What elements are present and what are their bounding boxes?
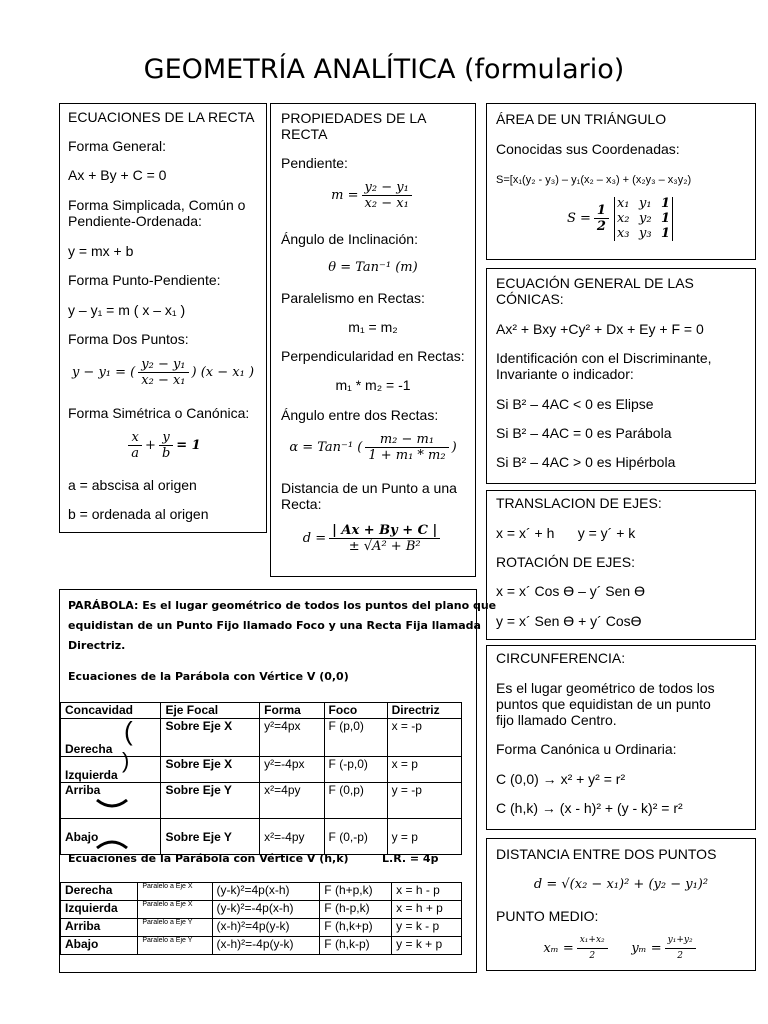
conicas-eq: Ax² + Bxy +Cy² + Dx + Ey + F = 0 bbox=[496, 321, 704, 337]
d-num: | Ax + By + C | bbox=[329, 523, 440, 539]
perpendicular-label: Perpendicularidad en Rectas: bbox=[281, 348, 465, 364]
circ-def-1: Es el lugar geométrico de todos los bbox=[496, 680, 715, 696]
matrix-cell: y₂ bbox=[638, 211, 652, 226]
table-cell: Arriba bbox=[61, 919, 138, 937]
conicas-heading-2: CÓNICAS: bbox=[496, 291, 564, 307]
sim-plus: + bbox=[145, 438, 156, 453]
table-cell: (y-k)²=-4p(x-h) bbox=[212, 901, 320, 919]
curve-left-icon: ) bbox=[122, 748, 130, 773]
dos-puntos-rhs: ) (x − x₁ ) bbox=[191, 365, 255, 380]
pendiente-eq bbox=[271, 180, 475, 211]
propiedades-heading-2: RECTA bbox=[281, 126, 328, 142]
translacion-eq: x = x´ + h y = y´ + k bbox=[496, 525, 636, 541]
area-formula: S=[x₁(y₂ - y₃) – y₁(x₂ – x₃) + (x₂y₃ – x₃y₂) bbox=[496, 174, 692, 186]
circ-eq-2: C (h,k) → (x - h)² + (y - k)² = r² bbox=[496, 800, 683, 816]
table-cell: y = k + p bbox=[392, 937, 462, 955]
xm-num: x₁+x₂ bbox=[577, 933, 608, 949]
circ-def-3: fijo llamado Centro. bbox=[496, 712, 617, 728]
m-den: x₂ − x₁ bbox=[364, 196, 409, 211]
conicas-heading-1: ECUACIÓN GENERAL DE LAS bbox=[496, 275, 694, 291]
table-cell: Arriba bbox=[61, 783, 161, 819]
table-header: Eje Focal bbox=[161, 703, 260, 719]
matrix-bar-left bbox=[614, 197, 615, 241]
ident-1: Identificación con el Discriminante, bbox=[496, 350, 712, 366]
area-s-eq bbox=[487, 196, 755, 241]
distancia-eq: d = √(x₂ − x₁)² + (y₂ − y₁)² bbox=[533, 877, 709, 892]
table-cell: y = k - p bbox=[392, 919, 462, 937]
ym-den: 2 bbox=[677, 951, 683, 961]
rotacion-x: x = x´ Cos ϴ – y´ Sen ϴ bbox=[496, 583, 645, 599]
dos-puntos-eq bbox=[60, 357, 266, 388]
table-header: Directriz bbox=[387, 703, 461, 719]
table-cell: Izquierda bbox=[61, 901, 138, 919]
d-lhs: d = bbox=[302, 531, 327, 546]
table-row bbox=[61, 719, 462, 757]
m-frac bbox=[362, 180, 412, 211]
table-header: Foco bbox=[324, 703, 387, 719]
m-num: y₂ − y₁ bbox=[362, 180, 412, 196]
pendiente-label: Pendiente: bbox=[281, 155, 348, 171]
elipse-text: Si B² – 4AC < 0 es Elipse bbox=[496, 396, 654, 412]
table-cell: Paralelo a Eje X bbox=[138, 883, 212, 901]
s-num: 1 bbox=[594, 203, 609, 219]
d-frac bbox=[329, 523, 440, 554]
parabola-def-1 bbox=[68, 599, 497, 612]
rotacion-y: y = x´ Sen ϴ + y´ Cosϴ bbox=[496, 613, 642, 629]
matrix-cell: 1 bbox=[660, 211, 671, 226]
table-cell: x²=-4py bbox=[260, 819, 324, 855]
parabola-table-hk bbox=[60, 882, 462, 955]
area-matrix bbox=[617, 196, 670, 241]
general-label: Forma General: bbox=[68, 138, 167, 154]
conicas-box bbox=[486, 268, 756, 484]
matrix-cell: x₃ bbox=[616, 226, 630, 241]
ym-frac bbox=[665, 933, 696, 964]
matrix-cell: x₂ bbox=[616, 211, 630, 226]
vertice-hk-heading: Ecuaciones de la Parábola con Vértice V (h,k) bbox=[68, 852, 349, 865]
sim-den-1: a bbox=[131, 446, 140, 461]
xm-den: 2 bbox=[589, 951, 596, 961]
simplificada-eq: y = mx + b bbox=[68, 243, 134, 259]
table-cell: x = h - p bbox=[392, 883, 462, 901]
rotacion-heading: ROTACIÓN DE EJES: bbox=[496, 554, 635, 570]
punto-pendiente-eq: y – y₁ = m ( x – x₁ ) bbox=[68, 302, 186, 318]
sim-rhs: = 1 bbox=[176, 438, 201, 453]
punto-pendiente-label: Forma Punto-Pendiente: bbox=[68, 272, 221, 288]
curve-up-icon bbox=[95, 798, 129, 812]
parabola-def-2: equidistan de un Punto Fijo llamado Foco y una Recta Fija llamada bbox=[68, 619, 481, 632]
table-cell: Izquierda bbox=[61, 757, 161, 783]
table-row bbox=[61, 937, 462, 955]
punto-medio-eq bbox=[487, 933, 755, 964]
matrix-cell: 1 bbox=[660, 196, 671, 211]
table-header-row bbox=[61, 703, 462, 719]
xm-lhs: xₘ = bbox=[543, 941, 574, 956]
table-cell: F (0,-p) bbox=[324, 819, 387, 855]
propiedades-box bbox=[270, 103, 476, 577]
distancia-eq bbox=[271, 523, 475, 554]
simplificada-label-2: Pendiente-Ordenada: bbox=[68, 213, 202, 229]
dos-puntos-num: y₂ − y₁ bbox=[138, 357, 188, 373]
table-cell: x = p bbox=[387, 757, 461, 783]
table-row bbox=[61, 919, 462, 937]
table-cell: (y-k)²=4p(x-h) bbox=[212, 883, 320, 901]
alpha-num: m₂ − m₁ bbox=[365, 432, 448, 448]
curve-right-icon: ( bbox=[124, 716, 133, 746]
table-cell: y²=4px bbox=[260, 719, 324, 757]
table-cell: Abajo bbox=[61, 819, 161, 855]
circunferencia-heading: CIRCUNFERENCIA: bbox=[496, 650, 626, 666]
parabola-def-3: Directriz. bbox=[68, 639, 126, 652]
table-cell: F (h,k+p) bbox=[320, 919, 392, 937]
table-cell: Sobre Eje Y bbox=[161, 819, 260, 855]
sim-frac-2 bbox=[159, 430, 173, 461]
alpha-rhs: ) bbox=[451, 440, 457, 455]
hiperbola-text: Si B² – 4AC > 0 es Hipérbola bbox=[496, 454, 676, 470]
ym-lhs: yₘ = bbox=[631, 941, 662, 956]
dos-puntos-den: x₂ − x₁ bbox=[141, 373, 186, 388]
ordenada-text: b = ordenada al origen bbox=[68, 506, 209, 522]
matrix-cell: y₁ bbox=[638, 196, 652, 211]
table-cell: y²=-4px bbox=[260, 757, 324, 783]
table-cell: Sobre Eje Y bbox=[161, 783, 260, 819]
table-header: Forma bbox=[260, 703, 324, 719]
matrix-row bbox=[617, 211, 670, 226]
table-row bbox=[61, 901, 462, 919]
general-eq: Ax + By + C = 0 bbox=[68, 167, 167, 183]
matrix-row bbox=[617, 196, 670, 211]
table-cell: (x-h)²=-4p(y-k) bbox=[212, 937, 320, 955]
table-cell: Sobre Eje X bbox=[161, 719, 260, 757]
parabola-def-1-text: PARÁBOLA: Es el lugar geométrico de todos los puntos del plano que bbox=[68, 599, 497, 612]
inclinacion-eq: θ = Tan⁻¹ (m) bbox=[328, 260, 418, 275]
table-cell: x²=4py bbox=[260, 783, 324, 819]
table-cell: Abajo bbox=[61, 937, 138, 955]
alpha-lhs: α = Tan⁻¹ ( bbox=[289, 440, 363, 455]
table-cell: x = h + p bbox=[392, 901, 462, 919]
translacion-heading: TRANSLACION DE EJES: bbox=[496, 495, 662, 511]
table-cell: F (h+p,k) bbox=[320, 883, 392, 901]
s-den: 2 bbox=[596, 219, 606, 234]
table-cell: F (0,p) bbox=[324, 783, 387, 819]
table-cell: F (h,k-p) bbox=[320, 937, 392, 955]
curve-down-icon bbox=[95, 836, 129, 850]
matrix-cell: y₃ bbox=[638, 226, 652, 241]
ident-2: Invariante o indicador: bbox=[496, 366, 634, 382]
dos-puntos-lhs: y − y₁ = ( bbox=[71, 365, 136, 380]
matrix-cell: 1 bbox=[660, 226, 671, 241]
table-cell: y = p bbox=[387, 819, 461, 855]
s-frac bbox=[594, 203, 609, 234]
parabola-table-00 bbox=[60, 702, 462, 855]
simetrica-eq bbox=[60, 430, 266, 461]
table-cell: Sobre Eje X bbox=[161, 757, 260, 783]
vertice-00-heading: Ecuaciones de la Parábola con Vértice V (0,0) bbox=[68, 670, 349, 683]
table-cell: F (h-p,k) bbox=[320, 901, 392, 919]
parabola-text: Si B² – 4AC = 0 es Parábola bbox=[496, 425, 672, 441]
table-row bbox=[61, 757, 462, 783]
area-heading: ÁREA DE UN TRIÁNGULO bbox=[496, 111, 667, 127]
alpha-frac bbox=[365, 432, 448, 463]
area-conocidas: Conocidas sus Coordenadas: bbox=[496, 141, 680, 157]
sim-num-2: y bbox=[159, 430, 173, 446]
propiedades-heading-1: PROPIEDADES DE LA bbox=[281, 110, 427, 126]
angulo-label: Ángulo entre dos Rectas: bbox=[281, 407, 439, 423]
distancia-label-2: Recta: bbox=[281, 496, 322, 512]
matrix-row bbox=[617, 226, 670, 241]
table-header: Concavidad bbox=[61, 703, 161, 719]
distancia-heading: DISTANCIA ENTRE DOS PUNTOS bbox=[496, 846, 717, 862]
table-row bbox=[61, 883, 462, 901]
simetrica-label: Forma Simétrica o Canónica: bbox=[68, 405, 250, 421]
ejes-box bbox=[486, 490, 756, 640]
table-cell: y = -p bbox=[387, 783, 461, 819]
table-cell: F (-p,0) bbox=[324, 757, 387, 783]
s-lhs: S = bbox=[566, 211, 591, 226]
table-cell: Derecha bbox=[61, 883, 138, 901]
paralelismo-eq: m₁ = m₂ bbox=[348, 319, 398, 335]
punto-medio-heading: PUNTO MEDIO: bbox=[496, 908, 599, 924]
perpendicular-eq: m₁ * m₂ = -1 bbox=[335, 377, 411, 393]
sim-num-1: x bbox=[128, 430, 142, 446]
recta-heading: ECUACIONES DE LA RECTA bbox=[68, 109, 255, 125]
circ-def-2: puntos que equidistan de un punto bbox=[496, 696, 711, 712]
simplificada-label-1: Forma Simplicada, Común o bbox=[68, 197, 246, 213]
inclinacion-label: Ángulo de Inclinación: bbox=[281, 231, 418, 247]
page-title: GEOMETRÍA ANALÍTICA (formulario) bbox=[143, 54, 625, 85]
sim-frac-1 bbox=[128, 430, 142, 461]
d-den: ± √A² + B² bbox=[348, 539, 421, 554]
table-cell: Derecha bbox=[61, 719, 161, 757]
distancia-label-1: Distancia de un Punto a una bbox=[281, 480, 457, 496]
lr-label: L.R. = 4p bbox=[382, 852, 439, 865]
table-cell: Paralelo a Eje Y bbox=[138, 919, 212, 937]
circ-eq-1: C (0,0) → x² + y² = r² bbox=[496, 771, 626, 787]
table-cell: x = -p bbox=[387, 719, 461, 757]
distancia-box bbox=[486, 838, 756, 971]
table-cell: F (p,0) bbox=[324, 719, 387, 757]
circunferencia-box bbox=[486, 645, 756, 830]
alpha-den: 1 + m₁ * m₂ bbox=[368, 448, 446, 463]
area-box bbox=[486, 103, 756, 260]
sim-den-2: b bbox=[161, 446, 171, 461]
matrix-cell: x₁ bbox=[616, 196, 630, 211]
matrix-bar-right bbox=[672, 197, 673, 241]
abscisa-text: a = abscisa al origen bbox=[68, 477, 197, 493]
table-cell: Paralelo a Eje Y bbox=[138, 937, 212, 955]
table-cell: (x-h)²=4p(y-k) bbox=[212, 919, 320, 937]
xm-frac bbox=[577, 933, 608, 964]
dos-puntos-frac bbox=[138, 357, 188, 388]
ym-num: y₁+y₂ bbox=[665, 933, 696, 949]
canonica-label: Forma Canónica u Ordinaria: bbox=[496, 741, 677, 757]
dos-puntos-label: Forma Dos Puntos: bbox=[68, 331, 189, 347]
m-lhs: m = bbox=[331, 188, 359, 203]
angulo-eq bbox=[271, 432, 475, 463]
recta-box bbox=[59, 103, 267, 533]
table-cell: Paralelo a Eje X bbox=[138, 901, 212, 919]
paralelismo-label: Paralelismo en Rectas: bbox=[281, 290, 425, 306]
